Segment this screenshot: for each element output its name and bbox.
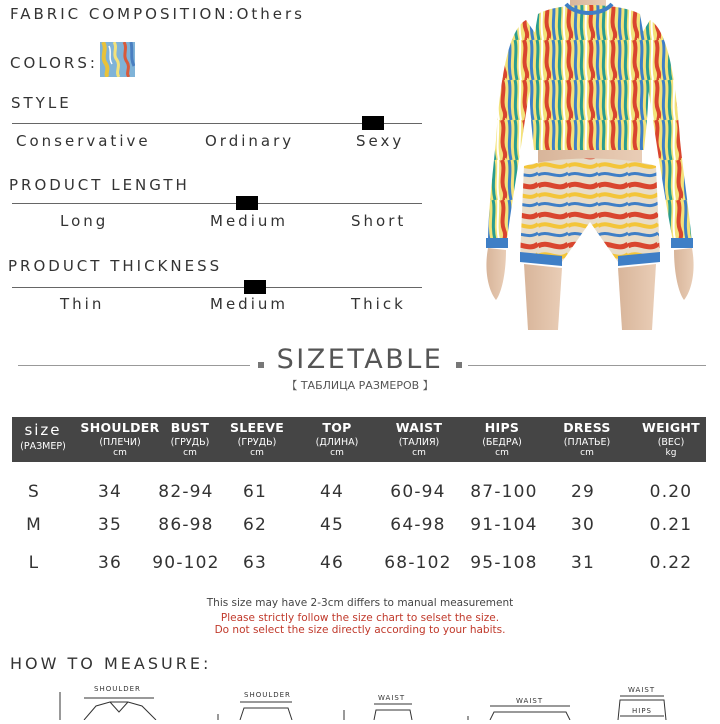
sizetable-rule-left	[18, 365, 250, 366]
size-table-header	[12, 417, 706, 462]
table-cell: 63	[242, 553, 268, 573]
length-option-long: Long	[60, 212, 109, 230]
col-bust: BUST (ГРУДЬ) cm	[170, 420, 210, 458]
measure-label-waist: WAIST	[378, 694, 406, 702]
sizetable-dot-left	[258, 362, 264, 368]
sizetable-subtitle: 【 ТАБЛИЦА РАЗМЕРОВ 】	[286, 379, 434, 392]
fabric-composition	[10, 5, 305, 23]
style-scale-line	[12, 123, 422, 124]
note-measurement: This size may have 2-3cm differs to manual measurement	[206, 597, 514, 609]
table-cell: 36	[97, 553, 123, 573]
col-weight: WEIGHT (ВЕС) kg	[641, 420, 701, 458]
table-cell: 91-104	[470, 515, 538, 535]
col-waist: WAIST (ТАЛИЯ) cm	[395, 420, 443, 458]
table-cell: 29	[570, 482, 596, 502]
col-size: size (РАЗМЕР)	[20, 421, 66, 452]
thickness-marker[interactable]	[244, 280, 266, 294]
measure-label-waist-2: WAIST	[516, 697, 544, 705]
style-title: STYLE	[11, 94, 72, 112]
measure-diagrams	[0, 680, 720, 720]
table-cell: 0.21	[649, 515, 693, 535]
fabric-label: FABRIC COMPOSITION:	[10, 5, 237, 23]
length-title: PRODUCT LENGTH	[9, 176, 190, 194]
table-row-s-size: S	[28, 482, 40, 502]
col-dress: DRESS (ПЛАТЬЕ) cm	[563, 420, 611, 458]
length-marker[interactable]	[236, 196, 258, 210]
table-cell: 35	[97, 515, 123, 535]
table-cell: 90-102	[152, 553, 220, 573]
style-option-ordinary: Ordinary	[205, 132, 295, 150]
length-option-medium: Medium	[210, 212, 288, 230]
table-cell: 82-94	[158, 482, 214, 502]
table-cell: 60-94	[390, 482, 446, 502]
table-cell: 46	[319, 553, 345, 573]
how-to-measure-title: HOW TO MEASURE:	[10, 654, 212, 673]
table-cell: 62	[242, 515, 268, 535]
length-scale-line	[12, 203, 422, 204]
col-top: TOP (ДЛИНА) cm	[315, 420, 359, 458]
thickness-option-thick: Thick	[351, 295, 406, 313]
col-hips: HIPS (БЕДРА) cm	[482, 420, 522, 458]
measure-label-hips: HIPS	[632, 707, 652, 715]
thickness-title: PRODUCT THICKNESS	[8, 257, 223, 275]
thickness-option-medium: Medium	[210, 295, 288, 313]
table-row-m-size: M	[26, 515, 42, 535]
table-cell: 64-98	[390, 515, 446, 535]
table-cell: 95-108	[470, 553, 538, 573]
style-option-conservative: Conservative	[16, 132, 151, 150]
sizetable-rule-right	[468, 365, 706, 366]
table-cell: 30	[570, 515, 596, 535]
table-cell: 44	[319, 482, 345, 502]
thickness-option-thin: Thin	[60, 295, 105, 313]
length-option-short: Short	[351, 212, 407, 230]
color-swatch[interactable]	[100, 42, 135, 77]
table-cell: 0.20	[649, 482, 693, 502]
colors-label: COLORS:	[10, 54, 98, 72]
table-cell: 0.22	[649, 553, 693, 573]
table-row-l-size: L	[28, 553, 40, 573]
measure-label-shoulder: SHOULDER	[94, 685, 141, 693]
style-marker[interactable]	[362, 116, 384, 130]
col-sleeve: SLEEVE (ГРУДЬ) cm	[229, 420, 285, 458]
product-photo	[478, 0, 700, 330]
fabric-value: Others	[236, 5, 305, 23]
note-habits: Do not select the size directly according to your habits.	[214, 624, 506, 636]
table-cell: 61	[242, 482, 268, 502]
thickness-scale-line	[12, 287, 422, 288]
style-option-sexy: Sexy	[356, 132, 405, 150]
table-cell: 87-100	[470, 482, 538, 502]
table-cell: 45	[319, 515, 345, 535]
table-cell: 68-102	[384, 553, 452, 573]
sizetable-title: SIZETABLE	[276, 344, 444, 375]
table-cell: 34	[97, 482, 123, 502]
sizetable-dot-right	[456, 362, 462, 368]
col-shoulder: SHOULDER (ПЛЕЧИ) cm	[80, 420, 160, 458]
table-cell: 31	[570, 553, 596, 573]
note-follow-chart: Please strictly follow the size chart to selset the size.	[220, 612, 500, 624]
table-cell: 86-98	[158, 515, 214, 535]
measure-label-waist-3: WAIST	[628, 686, 656, 694]
measure-label-shoulder-2: SHOULDER	[244, 691, 291, 699]
